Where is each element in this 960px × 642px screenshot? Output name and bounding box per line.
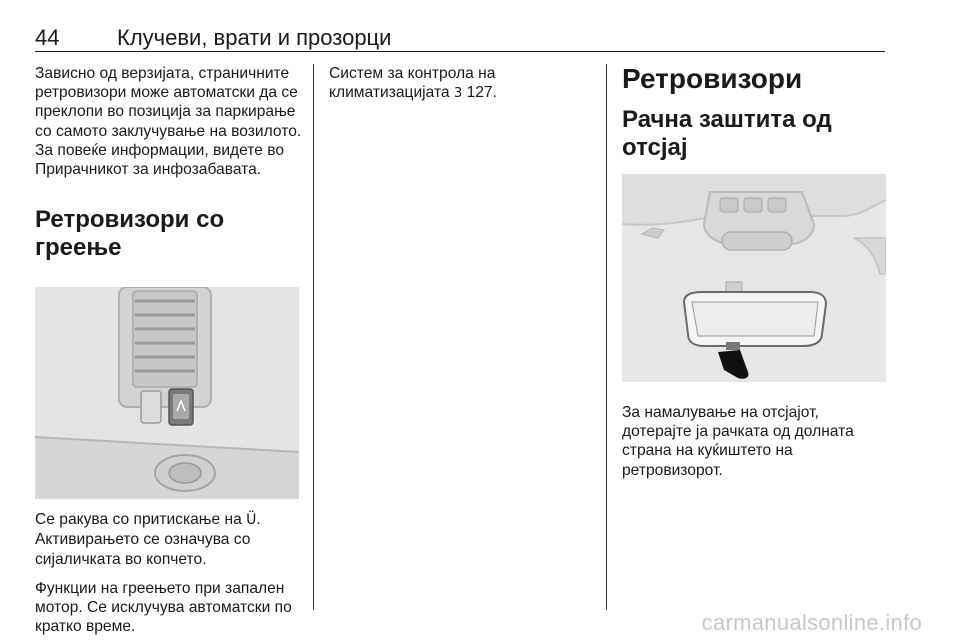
heating-function-paragraph: Функции на греењето при запален мотор. Се исклучува автоматски по кратко време.	[35, 579, 292, 636]
intro-paragraph: Зависно од верзијата, страничните ретровизори може автоматски да се преклопи во позиција за паркирање со самото заклучување на возилото. За повеќе информации, видете во Прирачникот за инфозабавата.	[35, 65, 302, 179]
section-heading-heated-mirrors: Ретровизори со греење	[35, 206, 225, 262]
page-reference-icon: 3	[453, 86, 463, 102]
page-header	[35, 26, 885, 52]
column-divider	[313, 64, 314, 610]
chapter-title: Клучеви, врати и прозорци	[117, 25, 392, 50]
heated-mirror-button-illustration	[35, 287, 299, 499]
rearview-mirror-illustration	[622, 174, 886, 382]
dashboard-vent-illustration	[35, 287, 299, 499]
interior-mirror-illustration	[622, 174, 886, 382]
heating-operation-paragraph: Се ракува со притискање на Ü. Активирањето се означува со сијаличката во копчето.	[35, 511, 261, 568]
anti-glare-instruction: За намалување на отсјајот, дотерајте ја рачката од долната страна на куќиштето на ретровизорот.	[622, 404, 854, 479]
page-number: 44	[35, 25, 60, 50]
column-divider	[606, 64, 607, 610]
subsection-heading-anti-glare: Рачна заштита од отсјај	[622, 106, 832, 161]
column-left	[35, 64, 303, 636]
climate-control-reference: Систем за контрола на климатизацијата 3 127.	[329, 65, 497, 102]
column-middle	[329, 64, 597, 103]
heated-mirror-icon: Ü	[246, 512, 257, 529]
section-heading-mirrors: Ретровизори	[622, 63, 803, 94]
watermark: carmanualsonline.info	[701, 610, 922, 635]
column-right	[622, 64, 888, 480]
